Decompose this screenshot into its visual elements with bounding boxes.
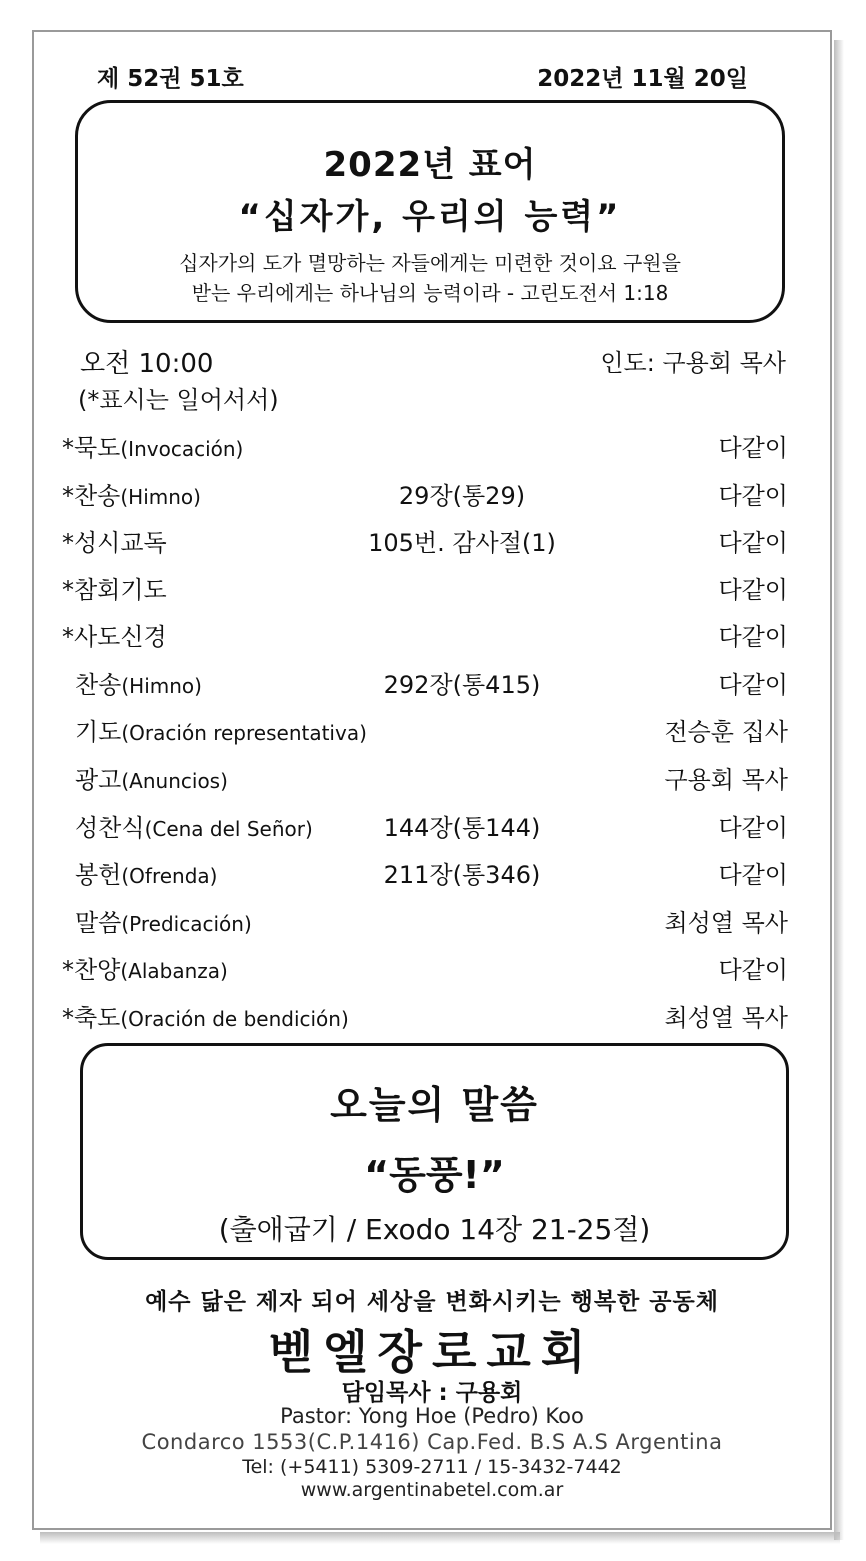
sermon-title: “동풍!” — [364, 1153, 505, 1197]
volume-number: 제 52권 51호 — [97, 66, 244, 92]
order-item-name: 찬송(Himno) — [75, 671, 202, 699]
order-item-detail: 144장(통144) — [383, 814, 541, 842]
order-row — [62, 476, 788, 512]
order-item-name: *참회기도 — [62, 576, 167, 604]
order-row — [75, 855, 788, 891]
order-row — [75, 808, 788, 844]
pastor-name-english: Pastor: Yong Hoe (Pedro) Koo — [280, 1404, 584, 1428]
order-item-performer: 다같이 — [718, 482, 788, 510]
order-item-performer: 최성열 목사 — [664, 1004, 788, 1032]
church-address: Condarco 1553(C.P.1416) Cap.Fed. B.S A.S Argentina — [141, 1430, 723, 1454]
order-item-performer: 전승훈 집사 — [664, 718, 788, 746]
order-item-name: 성찬식(Cena del Señor) — [75, 814, 313, 842]
order-item-performer: 다같이 — [718, 814, 788, 842]
service-leader: 인도: 구용회 목사 — [600, 349, 786, 377]
order-item-performer: 다같이 — [718, 956, 788, 984]
motto-verse-line-1: 십자가의 도가 멸망하는 자들에게는 미련한 것이요 구원을 — [179, 251, 681, 275]
order-row — [62, 570, 788, 606]
order-row — [62, 617, 788, 653]
order-item-detail: 292장(통415) — [383, 671, 541, 699]
order-item-name: 광고(Anuncios) — [75, 766, 228, 794]
order-item-performer: 구용회 목사 — [664, 766, 788, 794]
motto-subtitle: “십자가, 우리의 능력” — [238, 197, 622, 237]
church-website: www.argentinabetel.com.ar — [300, 1479, 564, 1501]
word-title: 오늘의 말씀 — [330, 1083, 539, 1127]
order-row — [75, 665, 788, 701]
order-item-performer: 다같이 — [718, 671, 788, 699]
service-time: 오전 10:00 — [80, 349, 214, 379]
order-item-performer: 다같이 — [718, 861, 788, 889]
order-item-name: 봉헌(Ofrenda) — [75, 861, 218, 889]
order-item-detail: 105번. 감사절(1) — [368, 529, 556, 557]
bulletin-date: 2022년 11월 20일 — [537, 66, 748, 92]
church-name: 벧엘장로교회 — [268, 1325, 596, 1379]
standing-note: (*표시는 일어서서) — [78, 386, 279, 414]
todays-word-box — [80, 1043, 789, 1260]
order-item-performer: 다같이 — [718, 434, 788, 462]
order-item-performer: 다같이 — [718, 623, 788, 651]
order-item-name: *사도신경 — [62, 623, 167, 651]
order-row — [62, 523, 788, 559]
church-slogan: 예수 닮은 제자 되어 세상을 변화시키는 행복한 공동체 — [145, 1289, 719, 1315]
order-item-performer: 다같이 — [718, 529, 788, 557]
order-row — [75, 903, 788, 939]
motto-box — [75, 100, 785, 323]
order-row — [62, 428, 788, 464]
order-row — [62, 950, 788, 986]
order-item-name: *찬송(Himno) — [62, 482, 201, 510]
order-row — [75, 760, 788, 796]
order-item-name: *묵도(Invocación) — [62, 434, 244, 462]
order-item-performer: 최성열 목사 — [664, 909, 788, 937]
scripture-reference: (출애굽기 / Exodo 14장 21-25절) — [218, 1213, 651, 1246]
order-item-performer: 다같이 — [718, 576, 788, 604]
church-phone: Tel: (+5411) 5309-2711 / 15-3432-7442 — [242, 1456, 622, 1478]
order-item-name: 기도(Oración representativa) — [75, 718, 367, 746]
order-item-detail: 211장(통346) — [383, 861, 541, 889]
order-item-name: *찬양(Alabanza) — [62, 956, 228, 984]
order-item-name: *축도(Oración de bendición) — [62, 1004, 349, 1032]
senior-pastor: 담임목사 : 구용회 — [341, 1380, 523, 1406]
order-item-name: *성시교독 — [62, 529, 167, 557]
order-row — [75, 712, 788, 748]
motto-verse-line-2: 받는 우리에게는 하나님의 능력이라 - 고린도전서 1:18 — [191, 281, 669, 305]
motto-title: 2022년 표어 — [323, 145, 537, 185]
order-item-name: 말씀(Predicación) — [75, 909, 252, 937]
order-row — [62, 998, 788, 1034]
order-item-detail: 29장(통29) — [398, 482, 526, 510]
